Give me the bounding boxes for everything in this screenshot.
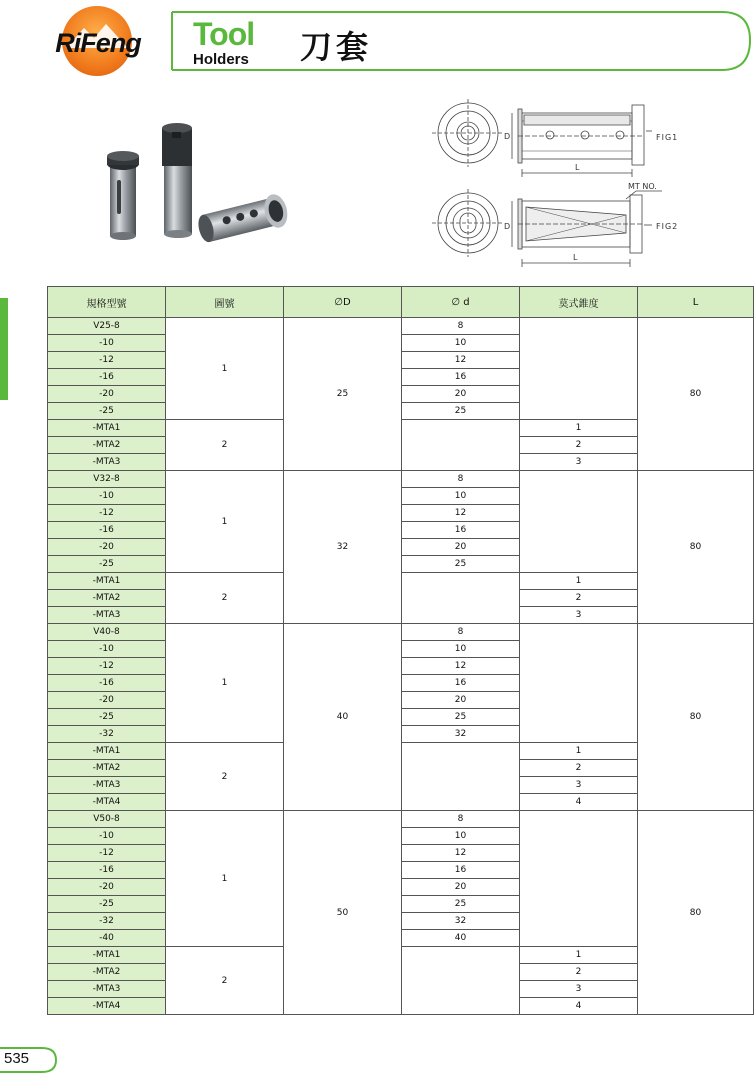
fig2-dim-l: L (573, 253, 578, 262)
model-cell: -12 (48, 845, 166, 862)
logo-text: RiFeng (55, 28, 141, 58)
model-cell: -MTA3 (48, 777, 166, 794)
inner-d-cell: 25 (402, 709, 520, 726)
fig1-end-view (432, 99, 504, 167)
fig-cell: 2 (166, 743, 284, 811)
inner-d-cell: 32 (402, 913, 520, 930)
outer-d-cell: 32 (284, 471, 402, 624)
spec-table (47, 286, 754, 1015)
model-cell: -MTA2 (48, 964, 166, 981)
inner-d-cell: 12 (402, 352, 520, 369)
model-cell: -32 (48, 913, 166, 930)
header-fig: 圖號 (166, 287, 284, 318)
fig-cell: 2 (166, 947, 284, 1015)
morse-taper-cell: 4 (520, 794, 638, 811)
model-cell: -MTA1 (48, 420, 166, 437)
fig2-dim-d: D (504, 222, 511, 231)
morse-taper-cell: 4 (520, 998, 638, 1015)
model-cell: -MTA3 (48, 454, 166, 471)
inner-d-cell: 20 (402, 386, 520, 403)
morse-taper-cell: 1 (520, 573, 638, 590)
model-cell: -40 (48, 930, 166, 947)
morse-taper-cell (520, 471, 638, 573)
fig-cell: 2 (166, 573, 284, 624)
morse-taper-cell (520, 318, 638, 420)
header-model: 規格型號 (48, 287, 166, 318)
model-cell: -25 (48, 896, 166, 913)
model-cell: V40-8 (48, 624, 166, 641)
fig2-label: FIG2 (656, 222, 679, 231)
morse-taper-cell: 2 (520, 590, 638, 607)
model-cell: -25 (48, 556, 166, 573)
model-cell: V50-8 (48, 811, 166, 828)
fig-cell: 1 (166, 471, 284, 573)
inner-d-cell: 12 (402, 845, 520, 862)
fig1-label: FIG1 (656, 133, 679, 142)
inner-d-cell: 8 (402, 624, 520, 641)
inner-d-cell: 20 (402, 692, 520, 709)
title-chinese: 刀套 (300, 28, 373, 66)
inner-d-cell: 10 (402, 641, 520, 658)
model-cell: -12 (48, 352, 166, 369)
morse-taper-cell: 3 (520, 607, 638, 624)
fig-cell: 2 (166, 420, 284, 471)
inner-d-cell: 12 (402, 658, 520, 675)
morse-taper-cell (520, 811, 638, 947)
inner-d-cell (402, 947, 520, 1015)
morse-taper-cell: 3 (520, 777, 638, 794)
morse-taper-cell: 1 (520, 420, 638, 437)
table-row (48, 318, 754, 335)
model-cell: -MTA1 (48, 947, 166, 964)
model-cell: -10 (48, 641, 166, 658)
inner-d-cell (402, 573, 520, 624)
table-row (48, 471, 754, 488)
rifeng-logo (46, 6, 150, 78)
model-cell: -20 (48, 539, 166, 556)
inner-d-cell: 25 (402, 896, 520, 913)
inner-d-cell: 40 (402, 930, 520, 947)
inner-d-cell: 16 (402, 522, 520, 539)
length-cell: 80 (638, 471, 754, 624)
header-length: L (638, 287, 754, 318)
inner-d-cell: 10 (402, 335, 520, 352)
title-tool: Tool (193, 16, 255, 52)
inner-d-cell: 20 (402, 879, 520, 896)
table-body (48, 318, 754, 1015)
model-cell: -MTA4 (48, 794, 166, 811)
model-cell: -16 (48, 369, 166, 386)
model-cell: V25-8 (48, 318, 166, 335)
model-cell: -20 (48, 879, 166, 896)
inner-d-cell: 20 (402, 539, 520, 556)
model-cell: -10 (48, 828, 166, 845)
model-cell: -10 (48, 335, 166, 352)
header-inner-d: ∅ d (402, 287, 520, 318)
title-holders: Holders (193, 51, 249, 68)
inner-d-cell: 10 (402, 828, 520, 845)
length-cell: 80 (638, 318, 754, 471)
header-morse-taper: 莫式錐度 (520, 287, 638, 318)
fig-cell: 1 (166, 811, 284, 947)
outer-d-cell: 40 (284, 624, 402, 811)
inner-d-cell: 32 (402, 726, 520, 743)
model-cell: -20 (48, 386, 166, 403)
inner-d-cell: 8 (402, 318, 520, 335)
outer-d-cell: 25 (284, 318, 402, 471)
table-header-row (48, 287, 754, 318)
model-cell: -25 (48, 709, 166, 726)
technical-drawing (430, 95, 690, 275)
model-cell: -16 (48, 675, 166, 692)
morse-taper-cell: 2 (520, 760, 638, 777)
product-photo (100, 120, 300, 260)
morse-taper-cell: 2 (520, 437, 638, 454)
fig2-side-view (512, 191, 662, 267)
model-cell: -MTA4 (48, 998, 166, 1015)
table-row (48, 624, 754, 641)
model-cell: -12 (48, 658, 166, 675)
inner-d-cell: 10 (402, 488, 520, 505)
morse-taper-cell: 1 (520, 947, 638, 964)
inner-d-cell (402, 420, 520, 471)
fig-cell: 1 (166, 624, 284, 743)
model-cell: -10 (48, 488, 166, 505)
length-cell: 80 (638, 624, 754, 811)
fig-cell: 1 (166, 318, 284, 420)
model-cell: -16 (48, 522, 166, 539)
model-cell: -MTA2 (48, 437, 166, 454)
morse-taper-cell: 2 (520, 964, 638, 981)
inner-d-cell: 16 (402, 369, 520, 386)
model-cell: -16 (48, 862, 166, 879)
morse-taper-cell: 3 (520, 454, 638, 471)
side-accent-bar (0, 298, 8, 400)
inner-d-cell: 8 (402, 811, 520, 828)
morse-taper-cell (520, 624, 638, 743)
model-cell: -12 (48, 505, 166, 522)
length-cell: 80 (638, 811, 754, 1015)
model-cell: -32 (48, 726, 166, 743)
model-cell: V32-8 (48, 471, 166, 488)
page-number: 535 (4, 1050, 30, 1067)
model-cell: -MTA1 (48, 743, 166, 760)
model-cell: -MTA2 (48, 760, 166, 777)
mt-no-label: MT NO. (628, 182, 657, 191)
model-cell: -MTA3 (48, 981, 166, 998)
inner-d-cell: 16 (402, 675, 520, 692)
inner-d-cell: 16 (402, 862, 520, 879)
fig1-dim-l: L (575, 163, 580, 172)
outer-d-cell: 50 (284, 811, 402, 1015)
morse-taper-cell: 3 (520, 981, 638, 998)
fig1-dim-d: D (504, 132, 511, 141)
model-cell: -MTA3 (48, 607, 166, 624)
model-cell: -20 (48, 692, 166, 709)
inner-d-cell: 8 (402, 471, 520, 488)
table-row (48, 811, 754, 828)
morse-taper-cell: 1 (520, 743, 638, 760)
inner-d-cell: 25 (402, 403, 520, 420)
model-cell: -25 (48, 403, 166, 420)
fig1-side-view (512, 105, 652, 177)
model-cell: -MTA1 (48, 573, 166, 590)
inner-d-cell (402, 743, 520, 811)
inner-d-cell: 25 (402, 556, 520, 573)
inner-d-cell: 12 (402, 505, 520, 522)
fig2-end-view (432, 189, 504, 257)
header-outer-d: ∅D (284, 287, 402, 318)
model-cell: -MTA2 (48, 590, 166, 607)
